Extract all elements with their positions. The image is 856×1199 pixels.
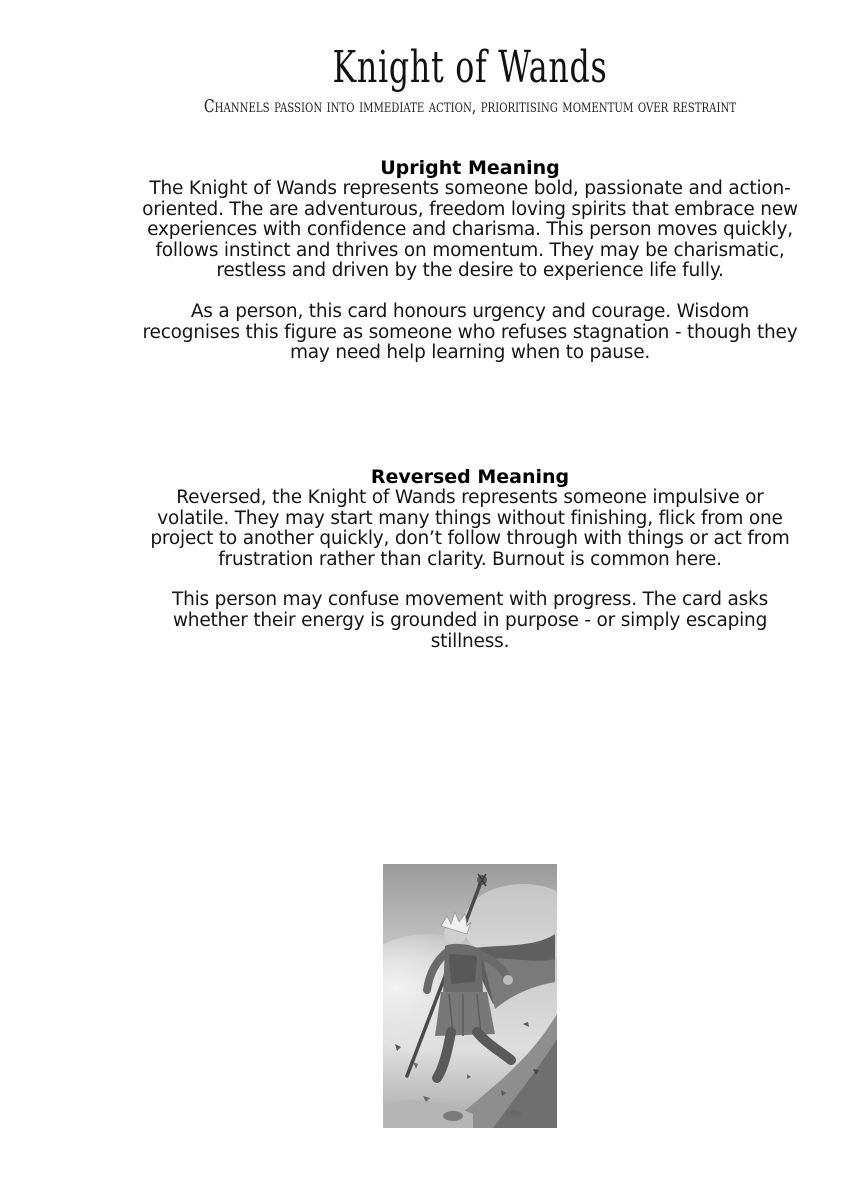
upright-paragraph-1: The Knight of Wands represents someone bold, passionate and action-oriented. The are adventurous, freedom loving spirits that embrace new experiences with confidence and charisma. This person moves quickly, follows instinct and thrives on momentum. They may be charismatic, restless and driven by the desire to experience life fully. bbox=[142, 178, 798, 282]
upright-heading: Upright Meaning bbox=[380, 157, 560, 179]
reversed-section bbox=[140, 466, 800, 652]
reversed-heading: Reversed Meaning bbox=[370, 466, 570, 488]
knight-card-illustration bbox=[383, 864, 557, 1128]
reversed-paragraph-1: Reversed, the Knight of Wands represents someone impulsive or volatile. They may start many things without finishing, flick from one project to another quickly, don’t follow through with things or act from frustration rather than clarity. Burnout is common here. bbox=[150, 487, 790, 570]
upright-section bbox=[140, 157, 800, 364]
page-title: Knight of Wands bbox=[332, 42, 608, 93]
knight-figure-graphic bbox=[383, 864, 557, 1128]
page-subtitle: Channels passion into immediate action, prioritising momentum over restraint bbox=[203, 96, 737, 117]
upright-paragraph-2: As a person, this card honours urgency and courage. Wisdom recognises this figure as someone who refuses stagnation - though they may need help learning when to pause. bbox=[142, 300, 798, 364]
reversed-paragraph-2: This person may confuse movement with progress. The card asks whether their energy is grounded in purpose - or simply escaping stillness. bbox=[171, 589, 769, 652]
